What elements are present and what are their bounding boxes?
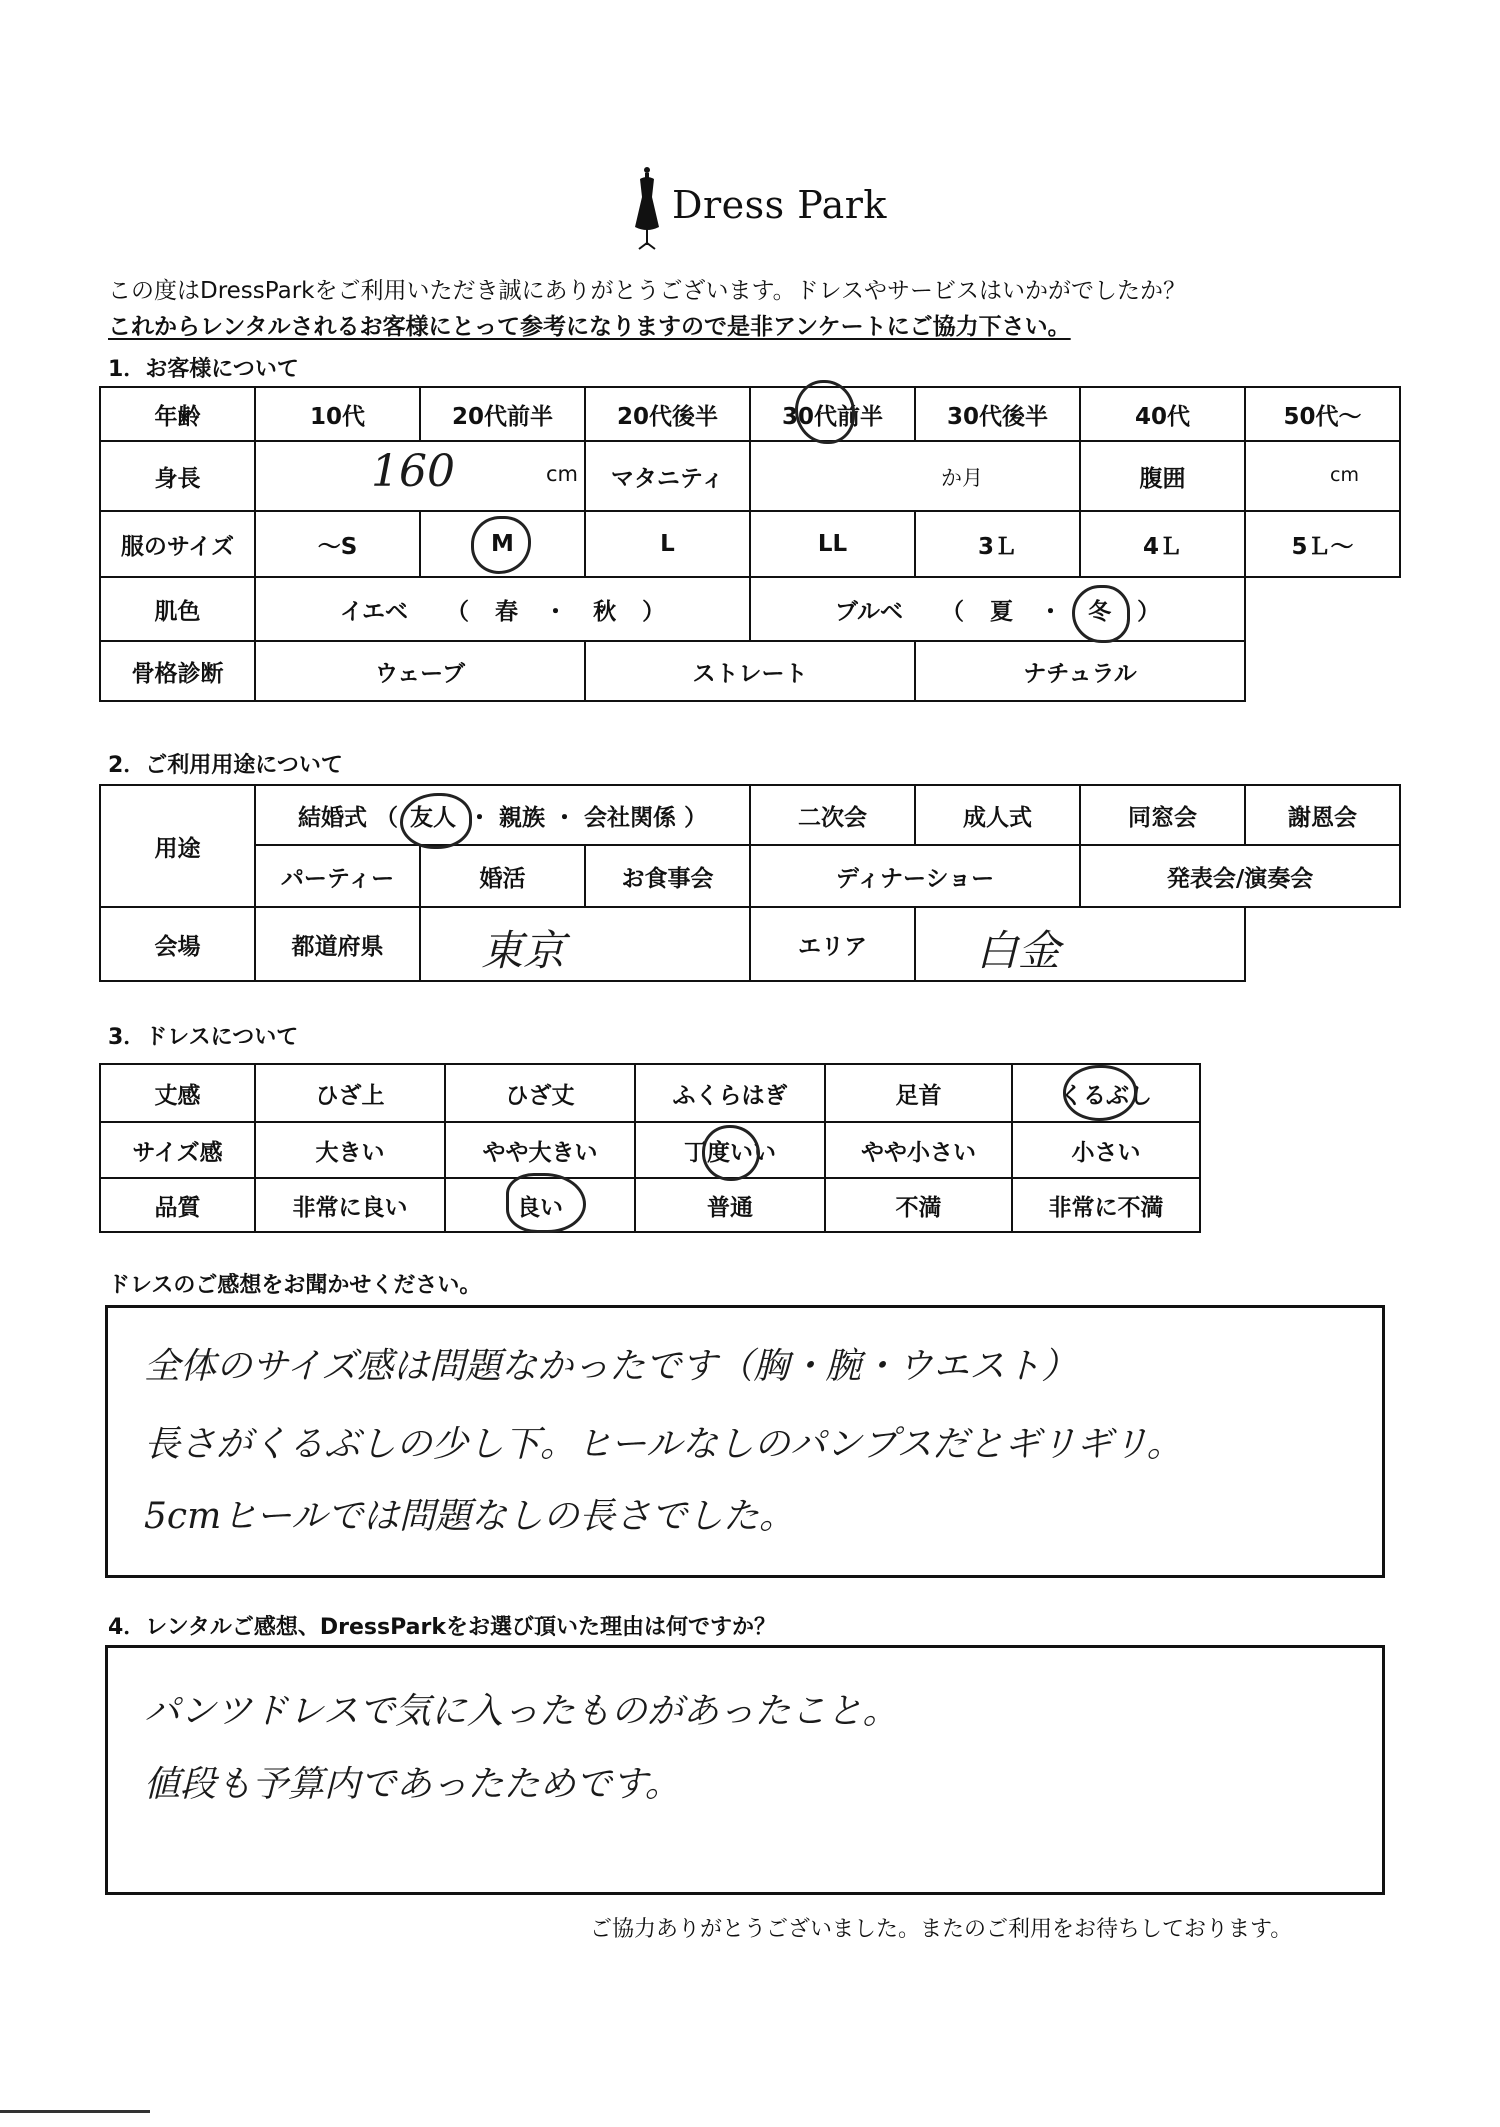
frame-option[interactable]: ストレート [585,641,915,701]
age-option-label: 30代前半 [781,403,883,430]
section-3-title: 3．ドレスについて [108,1025,299,1050]
waist-unit: cm [1330,464,1359,486]
size-option[interactable]: 3Ｌ [915,511,1080,577]
waist-field[interactable] [1245,441,1400,511]
length-option[interactable]: ひざ上 [255,1064,445,1122]
age-option[interactable]: 20代後半 [585,387,750,441]
length-option-label: くるぶし [1060,1082,1152,1109]
purpose-row-2 [100,845,1400,907]
purpose-option[interactable]: 二次会 [750,785,915,845]
purpose-option[interactable]: ディナーショー [750,845,1080,907]
answer-line: 値段も予算内であったためです。 [144,1764,681,1805]
wedding-label: 結婚式 [297,804,367,831]
comment-line: 全体のサイズ感は問題なかったです（胸・腕・ウエスト） [144,1346,1078,1387]
height-unit: cm [545,462,578,486]
purpose-table [99,784,1401,982]
season-winter-label: 冬 [1088,598,1112,625]
empty-cell [1245,577,1400,641]
empty-cell [1245,641,1400,701]
frame-option[interactable]: ウェーブ [255,641,585,701]
skin-row [100,577,1400,641]
purpose-option[interactable]: 謝恩会 [1245,785,1400,845]
yellow-base-label: イエベ [339,598,408,625]
wedding-friend-label: 友人 [409,804,456,831]
maternity-label: マタニティ [585,441,750,511]
wedding-friend[interactable] [410,805,464,831]
quality-option[interactable]: 非常に不満 [1012,1178,1200,1232]
customer-info-table [99,386,1401,702]
wedding-options[interactable]: 結婚式 （ 友人 ・ 親族 ・ 会社関係 ） [255,785,750,845]
age-option[interactable]: 50代～ [1245,387,1400,441]
wedding-company[interactable]: 会社関係 [584,804,677,831]
season-spring[interactable]: 春 [495,598,519,625]
brand-logo [630,165,890,255]
height-field[interactable] [255,441,585,511]
fit-label: サイズ感 [100,1122,255,1178]
prefecture-value: 東京 [481,926,566,975]
yellow-base-options[interactable]: イエベ （ 春 ・ 秋 ） [255,577,750,641]
dress-mannequin-icon [630,165,664,255]
prefecture-label: 都道府県 [255,907,420,981]
reason-answer-box[interactable] [105,1645,1385,1895]
quality-option-label: 良い [517,1194,563,1221]
area-label: エリア [750,907,915,981]
size-option[interactable]: L [585,511,750,577]
age-row [100,387,1400,441]
age-label: 年齢 [100,387,255,441]
size-row [100,511,1400,577]
quality-option[interactable]: 不満 [825,1178,1012,1232]
fit-option[interactable]: 小さい [1012,1122,1200,1178]
dress-comment-box[interactable] [105,1305,1385,1578]
purpose-label: 用途 [100,785,255,907]
length-row [100,1064,1200,1122]
quality-row [100,1178,1200,1232]
comment-line: 5cmヒールでは問題なしの長さでした。 [144,1496,796,1537]
area-field[interactable] [915,907,1245,981]
dress-table [99,1063,1201,1233]
age-option[interactable]: 30代後半 [915,387,1080,441]
prefecture-field[interactable] [420,907,750,981]
age-option[interactable]: 10代 [255,387,420,441]
purpose-row-1 [100,785,1400,845]
fit-option[interactable]: やや大きい [445,1122,635,1178]
purpose-option[interactable]: 同窓会 [1080,785,1245,845]
maternity-unit: か月 [941,466,983,490]
age-option[interactable]: 20代前半 [420,387,585,441]
fit-option-selected[interactable] [635,1122,825,1178]
fit-option[interactable]: やや小さい [825,1122,1012,1178]
height-row [100,441,1400,511]
season-autumn[interactable]: 秋 [593,598,617,625]
empty-cell [1245,907,1400,981]
section-4-title: 4．レンタルご感想、DressParkをお選び頂いた理由は何ですか？ [108,1615,776,1640]
dress-comment-prompt: ドレスのご感想をお聞かせください。 [108,1273,482,1298]
section-1-title: 1．お客様について [108,357,299,382]
purpose-option[interactable]: お食事会 [585,845,750,907]
height-label: 身長 [100,441,255,511]
quality-label: 品質 [100,1178,255,1232]
waist-label: 腹囲 [1080,441,1245,511]
skin-label: 肌色 [100,577,255,641]
purpose-option[interactable]: 婚活 [420,845,585,907]
frame-row [100,641,1400,701]
length-option-selected[interactable] [1012,1064,1200,1122]
intro-line-2: これからレンタルされるお客様にとって参考になりますので是非アンケートにご協力下さい。 [108,314,1071,340]
comment-line: 長さがくるぶしの少し下。ヒールなしのパンプスだとギリギリ。 [144,1424,1183,1465]
season-winter[interactable] [1088,599,1119,625]
height-value: 160 [371,446,455,497]
size-option[interactable]: LL [750,511,915,577]
quality-option[interactable]: 非常に良い [255,1178,445,1232]
scan-edge-line [0,2110,150,2113]
size-option[interactable]: 4Ｌ [1080,511,1245,577]
size-option[interactable]: 5Ｌ～ [1245,511,1400,577]
maternity-field[interactable] [750,441,1080,511]
size-option[interactable]: ～S [255,511,420,577]
age-option[interactable]: 40代 [1080,387,1245,441]
size-label: 服のサイズ [100,511,255,577]
size-option-selected[interactable] [420,511,585,577]
purpose-option[interactable]: パーティー [255,845,420,907]
fit-option[interactable]: 大きい [255,1122,445,1178]
blue-base-options[interactable]: ブルベ （ 夏 ・ 冬 ） [750,577,1245,641]
section-2-title: 2．ご利用用途について [108,753,343,778]
closing-message: ご協力ありがとうございました。またのご利用をお待ちしております。 [590,1917,1293,1942]
intro-line-1: この度はDressParkをご利用いただき誠にありがとうございます。ドレスやサービスはいかがでしたか？ [108,278,1186,304]
season-summer[interactable]: 夏 [990,598,1014,625]
length-label: 丈感 [100,1064,255,1122]
age-option-selected[interactable] [750,387,915,441]
length-option[interactable]: 足首 [825,1064,1012,1122]
length-option[interactable]: ひざ丈 [445,1064,635,1122]
length-option[interactable]: ふくらはぎ [635,1064,825,1122]
frame-option[interactable]: ナチュラル [915,641,1245,701]
fit-row [100,1122,1200,1178]
venue-row [100,907,1400,981]
purpose-option[interactable]: 成人式 [915,785,1080,845]
size-option-label: M [491,531,514,557]
brand-name: Dress Park [672,183,887,227]
answer-line: パンツドレスで気に入ったものがあったこと。 [144,1691,899,1732]
quality-option-selected[interactable] [445,1178,635,1232]
wedding-family[interactable]: 親族 [499,804,546,831]
blue-base-label: ブルベ [834,598,903,625]
frame-label: 骨格診断 [100,641,255,701]
area-value: 白金 [976,926,1061,975]
venue-label: 会場 [100,907,255,981]
fit-option-label: 丁度いい [684,1139,776,1166]
purpose-option[interactable]: 発表会/演奏会 [1080,845,1400,907]
quality-option[interactable]: 普通 [635,1178,825,1232]
